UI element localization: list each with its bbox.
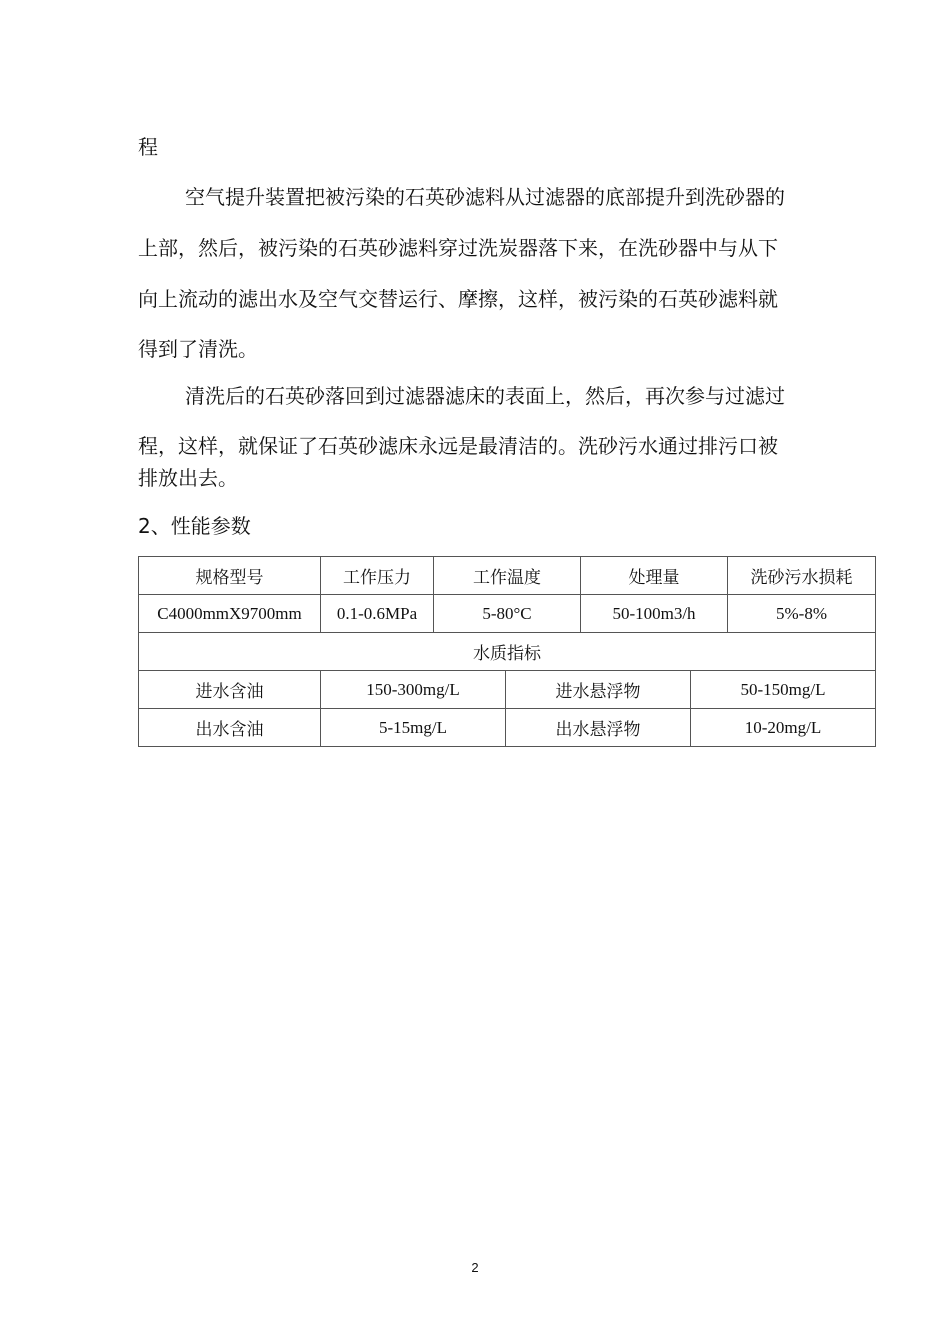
table-row	[139, 671, 876, 709]
table-cell: 出水含油	[139, 709, 321, 747]
table-header-row	[139, 557, 876, 595]
table-cell: 出水悬浮物	[506, 709, 691, 747]
table-cell: 50-150mg/L	[691, 671, 876, 709]
section-heading: 2、性能参数	[138, 514, 251, 538]
header-cell: 处理量	[581, 557, 728, 595]
paragraph-line: 得到了清洗。	[138, 337, 258, 361]
performance-parameters-table	[138, 556, 876, 747]
spec-cell: 50-100m3/h	[581, 595, 728, 633]
header-cell: 规格型号	[139, 557, 321, 595]
header-cell: 工作压力	[321, 557, 434, 595]
header-cell: 洗砂污水损耗	[728, 557, 876, 595]
paragraph-line: 向上流动的滤出水及空气交替运行、摩擦，这样，被污染的石英砂滤料就	[138, 287, 778, 311]
table-row	[139, 709, 876, 747]
table-cell: 进水悬浮物	[506, 671, 691, 709]
table-cell: 进水含油	[139, 671, 321, 709]
paragraph-line: 程，这样，就保证了石英砂滤床永远是最清洁的。洗砂污水通过排污口被	[138, 434, 778, 458]
table-cell: 5-15mg/L	[321, 709, 506, 747]
spec-cell: 5%-8%	[728, 595, 876, 633]
spec-model-cell: C4000mmX9700mm	[139, 595, 321, 633]
table-cell: 10-20mg/L	[691, 709, 876, 747]
paragraph-line: 排放出去。	[138, 466, 238, 490]
paragraph-line: 空气提升装置把被污染的石英砂滤料从过滤器的底部提升到洗砂器的	[185, 185, 785, 209]
table-row	[139, 595, 876, 633]
water-quality-title: 水质指标	[139, 633, 876, 671]
paragraph-line: 上部，然后，被污染的石英砂滤料穿过洗炭器落下来，在洗砂器中与从下	[138, 236, 778, 260]
page-number: 2	[471, 1260, 479, 1275]
paragraph-line: 清洗后的石英砂落回到过滤器滤床的表面上，然后，再次参与过滤过	[185, 384, 785, 408]
spec-cell: 5-80°C	[434, 595, 581, 633]
header-cell: 工作温度	[434, 557, 581, 595]
spec-cell: 0.1-0.6MPa	[321, 595, 434, 633]
table-cell: 150-300mg/L	[321, 671, 506, 709]
table-row	[139, 633, 876, 671]
paragraph-line: 程	[138, 135, 158, 159]
